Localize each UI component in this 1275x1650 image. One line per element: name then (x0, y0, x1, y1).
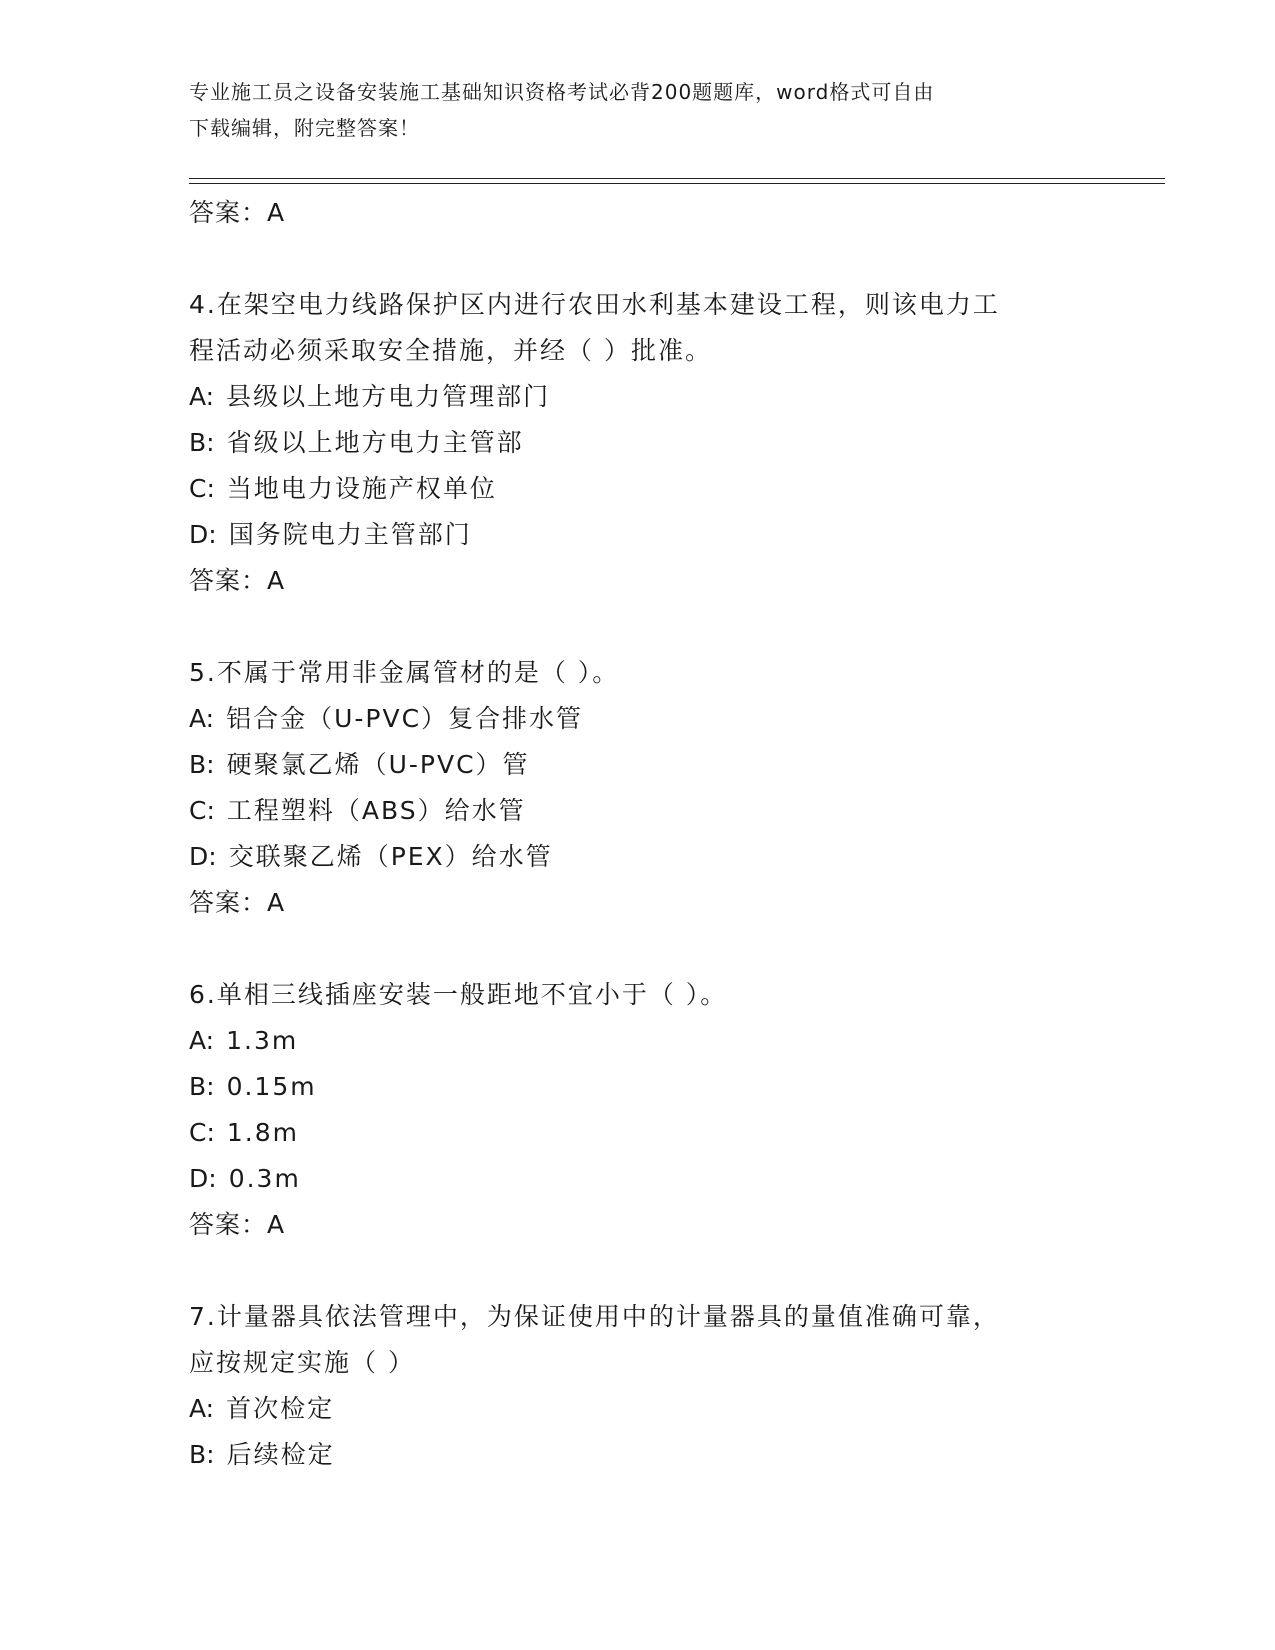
option-c (189, 466, 1089, 512)
answer-line: 答案：A (189, 198, 286, 227)
question-block (189, 1294, 1089, 1478)
option-d (189, 1156, 1089, 1202)
answer-line: 答案：A (189, 566, 286, 595)
option-text: 当地电力设施产权单位 (226, 474, 497, 503)
option-letter: A: (189, 1394, 215, 1423)
question-title: 5.不属于常用非金属管材的是（ ）。 (189, 658, 620, 687)
option-text: 1.3m (226, 1026, 299, 1055)
option-letter: B: (189, 1440, 215, 1469)
question-block (189, 972, 1089, 1248)
option-letter: B: (189, 428, 215, 457)
option-text: 国务院电力主管部门 (228, 520, 472, 549)
question-block (189, 650, 1089, 926)
option-letter: C: (189, 474, 215, 503)
option-a (189, 696, 1089, 742)
answer-line: 答案：A (189, 888, 286, 917)
option-letter: C: (189, 1118, 215, 1147)
header-line-2: 下载编辑，附完整答案！ (189, 116, 420, 140)
option-letter: D: (189, 1164, 217, 1193)
option-text: 后续检定 (226, 1440, 335, 1469)
question-title: 7.计量器具依法管理中，为保证使用中的计量器具的量值准确可靠， (189, 1302, 1000, 1331)
header-divider-bottom (189, 183, 1165, 184)
question-title: 4.在架空电力线路保护区内进行农田水利基本建设工程，则该电力工 (189, 290, 1000, 319)
option-text: 1.8m (226, 1118, 300, 1147)
answer-line: 答案：A (189, 1210, 286, 1239)
option-letter: B: (189, 750, 215, 779)
option-b (189, 742, 1089, 788)
question-title-continued: 程活动必须采取安全措施，并经（ ）批准。 (189, 336, 712, 365)
option-letter: B: (189, 1072, 215, 1101)
option-c (189, 788, 1089, 834)
question-title-continued: 应按规定实施（ ） (189, 1348, 415, 1377)
option-text: 首次检定 (226, 1394, 335, 1423)
header-divider-top (189, 178, 1165, 179)
option-a (189, 374, 1089, 420)
option-text: 交联聚乙烯（PEX）给水管 (228, 842, 553, 871)
option-text: 硬聚氯乙烯（U-PVC）管 (226, 750, 530, 779)
option-letter: A: (189, 704, 215, 733)
option-text: 0.15m (226, 1072, 317, 1101)
header-line-1: 专业施工员之设备安装施工基础知识资格考试必背200题题库，word格式可自由 (189, 80, 935, 104)
option-b (189, 420, 1089, 466)
option-letter: A: (189, 1026, 215, 1055)
option-d (189, 512, 1089, 558)
question-block (189, 282, 1089, 604)
option-letter: D: (189, 520, 217, 549)
question-list (189, 190, 1089, 1478)
option-c (189, 1110, 1089, 1156)
option-a (189, 1018, 1089, 1064)
option-letter: A: (189, 382, 215, 411)
question-title: 6.单相三线插座安装一般距地不宜小于（ ）。 (189, 980, 728, 1009)
option-d (189, 834, 1089, 880)
option-text: 0.3m (228, 1164, 301, 1193)
option-letter: D: (189, 842, 217, 871)
option-a (189, 1386, 1089, 1432)
option-text: 县级以上地方电力管理部门 (226, 382, 551, 411)
option-b (189, 1064, 1089, 1110)
option-text: 工程塑料（ABS）给水管 (226, 796, 526, 825)
option-text: 省级以上地方电力主管部 (226, 428, 524, 457)
option-letter: C: (189, 796, 215, 825)
document-header (189, 74, 1089, 146)
option-b (189, 1432, 1089, 1478)
option-text: 铝合金（U-PVC）复合排水管 (226, 704, 584, 733)
